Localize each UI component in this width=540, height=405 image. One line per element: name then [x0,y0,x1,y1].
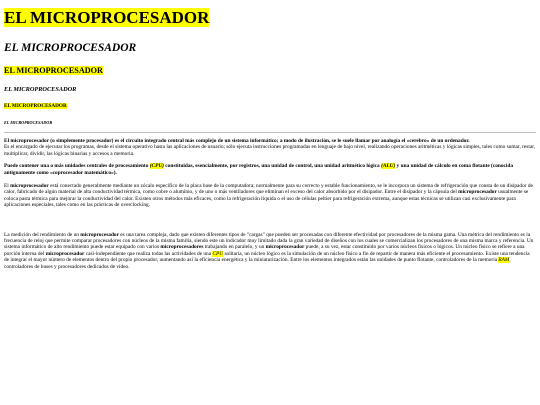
alu-term: (ALU) [381,163,396,170]
heading-5-text: EL MICROPROCESADOR [4,103,67,109]
microprocessor-term: microprocesador [265,244,305,251]
microprocessor-term: microprocesador [80,231,119,238]
microprocessor-term: microprocesador [45,250,85,257]
cooling-text-c: usualmente se coloca pasta térmica para mejorar la conductividad del calor. Existen otros métodos más eficaces, como la refrigeración líquida o el uso de células peltier para refrigeración extrema, aunque estas técnicas se utilizan casi exclusivamente para aplicaciones especiales, tales como en las prácticas de overclocking. [4,189,529,209]
units-text-a: Puede contener una o más unidades centrales de procesamiento [4,163,150,170]
heading-level-5 [4,103,536,110]
cpu-term: CPU [212,250,224,257]
cooling-text-b: está conectado generalmente mediante un zócalo específico de la placa base de la computadora; normalmente para su correcto y estable funcionamiento, se le incorpora un sistema de refrigeración que consta de un disipador de calor, fabricado de algún material de alta conductividad térmica, como cobre o aluminio, y de uno o más ventiladores que eliminan el exceso del calor absorbido por el disipador. Entre el disipador y la cápsula del [4,183,533,196]
performance-text-b: es una tarea compleja, dado que existen diferentes tipos de "cargas" que pueden ser procesadas con diferente efectividad por procesadores de la misma gama. Una métrica del rendimiento es la frecuencia de reloj que permite comparar procesadores con núcleos de la misma familia, siendo este un indicador muy limitado dada la gran variedad de diseños con los cuales se comercializan los procesadores de una misma marca y referencia. Un sistema informático de alto rendimiento puede estar equipado con varios [4,231,534,251]
performance-text-a: La medición del rendimiento de un [4,231,81,238]
intro-bold-text: El microprocesador (o simplemente procesador) es el circuito integrado central más complejo de un sistema informático; a modo de ilustración, se le suele llamar por analogía el «cerebro» de un ordenador. [4,138,470,144]
heading-level-6: EL MICROPROCESADOR [4,120,53,125]
microprocessors-term: microprocesadores [160,244,204,251]
heading-3-text: EL MICROPROCESADOR [4,66,103,75]
microprocessor-term: microprocesador [458,189,497,196]
paragraph-cooling [4,183,536,209]
cooling-text-a: El [4,183,11,190]
heading-level-1 [4,8,536,28]
paragraph-units [4,163,536,176]
units-text-c: y una unidad de cálculo en coma flotante (conocida antiguamente como «coprocesador matemático»). [4,163,514,176]
heading-1-text: EL MICROPROCESADOR [4,8,210,27]
heading-level-3 [4,66,536,76]
ram-term: RAM [498,257,510,264]
performance-text-g: , controladores de buses y procesadores dedicados de vídeo. [4,257,511,270]
performance-text-e: casi-independiente que realiza todas las actividades de una [84,250,213,257]
paragraph-performance [4,232,536,270]
divider [4,132,536,133]
intro-text: Es el encargado de ejecutar los programas, desde el sistema operativo hasta las aplicaciones de usuario; sólo ejecuta instrucciones programadas en lenguaje de bajo nivel, realizando operaciones aritméticas y lógicas simples, tales como sumar, restar, multiplicar, dividir, las lógicas binarias y accesos a memoria. [4,144,536,157]
performance-text-f: solitaria, un núcleo lógico es la simulación de un núcleo físico a fin de repartir de manera más eficiente el procesamiento. Existe una tendencia de integrar el mayor número de elementos dentro del propio procesador, aumentando así la eficiencia energética y la miniaturización. Entre los elementos integrados están las unidades de punto flotante, controladores de la memoria [4,250,530,264]
paragraph-intro [4,138,536,157]
microprocessor-term: microprocesador [10,183,49,190]
heading-level-2: EL MICROPROCESADOR [4,42,137,54]
cpu-term: (CPU) [149,163,164,170]
heading-level-4: EL MICROPROCESADOR [4,86,77,93]
performance-text-c: trabajando en paralelo, y un [203,244,266,251]
performance-text-d: puede, a su vez, estar constituido por varios núcleos físicos o lógicos. Un núcleo físico se refiere a una porción interna del [4,244,525,257]
units-text-b: constituidas, esencialmente, por registros, una unidad de control, una unidad aritmético lógica [163,163,382,170]
